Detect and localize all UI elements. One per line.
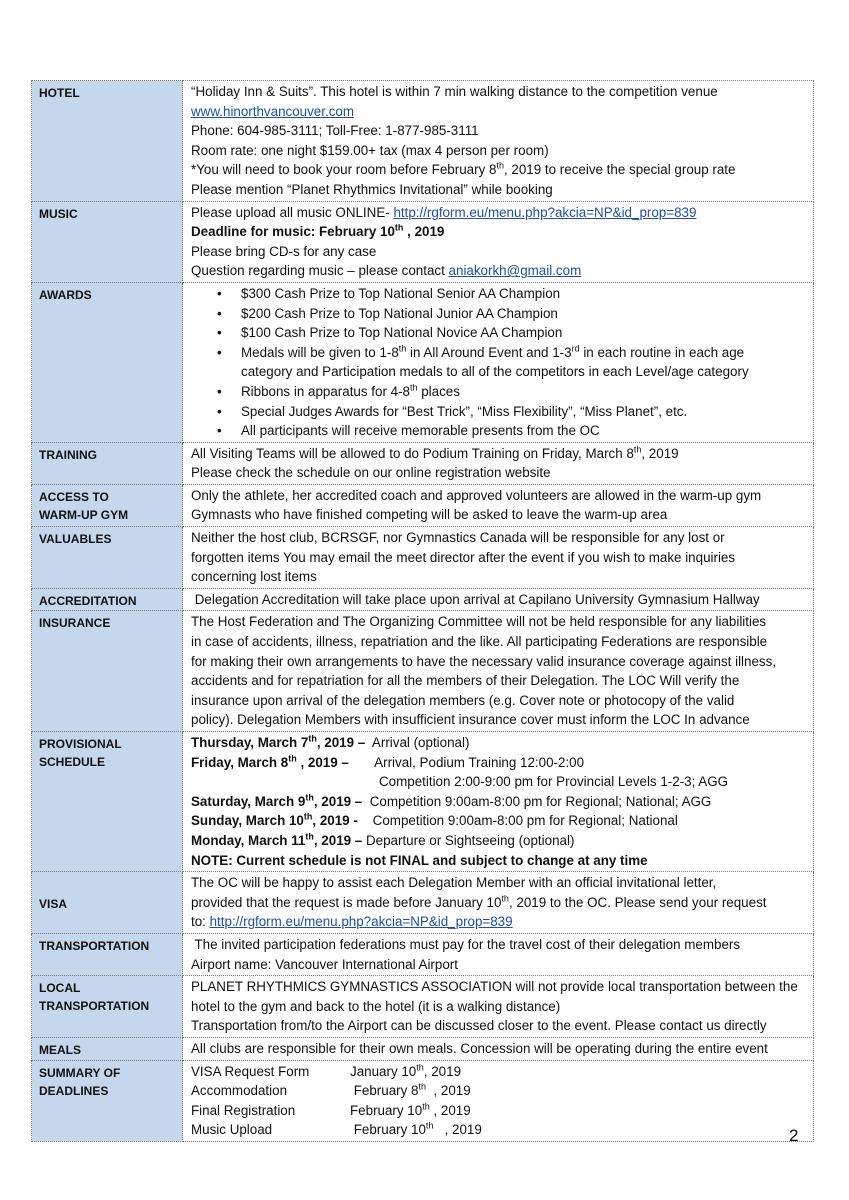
text: Music Upload xyxy=(191,1122,273,1138)
content-local-transportation xyxy=(183,976,814,1038)
schedule-day-2-competition: Competition 2:00-9:00 pm for Provincial Levels 1-2-3; AGG xyxy=(379,774,729,790)
text: provided that the request is made before January 10 xyxy=(191,894,502,910)
list-item xyxy=(191,402,810,422)
content-accreditation xyxy=(183,588,814,611)
text: • $300 Cash Prize to Top National Senior AA Champion xyxy=(241,285,561,301)
sup: th xyxy=(501,893,509,904)
text: Medals will be given to 1-8 xyxy=(241,344,399,360)
content-music xyxy=(183,201,814,282)
text: • Special Judges Awards for “Best Trick”, “Miss Flexibility”, “Miss Planet”, etc. xyxy=(241,403,688,419)
text: Please upload all music ONLINE- xyxy=(191,204,394,220)
list-item xyxy=(191,343,810,382)
text: February 10 xyxy=(350,1122,426,1138)
text: SUMMARY OF xyxy=(39,1065,121,1080)
text: places xyxy=(417,383,460,399)
content-training xyxy=(183,442,814,484)
text: , 2019 xyxy=(423,1063,462,1079)
training-schedule-line: Please check the schedule on our online registration website xyxy=(191,465,551,481)
content-hotel xyxy=(183,81,814,202)
text: in All Around Event and 1-3 xyxy=(406,344,572,360)
text: Friday, March 8 xyxy=(191,754,289,770)
text xyxy=(241,382,810,402)
label-visa: VISA xyxy=(32,872,183,934)
information-table xyxy=(31,80,814,1142)
content-valuables xyxy=(183,527,814,589)
text: , 2019 to the OC. Please send your request xyxy=(508,894,767,910)
text: Gymnasts who have finished competing will be asked to leave the warm-up area xyxy=(191,507,668,523)
text: , 2019 – xyxy=(296,754,349,770)
list-item xyxy=(191,323,810,343)
text: , 2019 xyxy=(403,224,445,240)
page-number: 2 xyxy=(789,1126,799,1145)
label-insurance: INSURANCE xyxy=(32,611,183,732)
text: , 2019 xyxy=(641,445,679,461)
text: Sunday, March 10 xyxy=(191,813,304,829)
text: concerning lost items xyxy=(191,569,317,585)
row-local-transportation xyxy=(32,976,814,1038)
label-access-warmup xyxy=(32,484,183,526)
text: hotel to the gym and back to the hotel (it is a walking distance) xyxy=(191,998,561,1014)
text: , 2019 xyxy=(433,1122,482,1138)
visa-request-line xyxy=(191,893,810,913)
row-visa xyxy=(32,872,814,934)
text: Thursday, March 7 xyxy=(191,735,309,750)
text: in case of accidents, illness, repatriation and the like. All participating Federations are responsible xyxy=(191,634,768,650)
hotel-rate-line: Room rate: one night $159.00+ tax (max 4 person per room) xyxy=(191,142,549,158)
text: PLANET RHYTHMICS GYMNASTICS ASSOCIATION will not provide local transportation between the xyxy=(191,979,798,995)
text: NOTE: Current schedule is not FINAL and subject to change at any time xyxy=(191,852,648,868)
text: for making their own arrangements to have the necessary valid insurance coverage against illness, xyxy=(191,653,777,669)
schedule-day-4 xyxy=(191,811,810,831)
hotel-mention-line: Please mention “Planet Rhythmics Invitational” while booking xyxy=(191,181,553,197)
text: VISA Request Form xyxy=(191,1063,310,1079)
text: PROVISIONAL xyxy=(39,737,122,751)
label-music: MUSIC xyxy=(32,201,183,282)
text: Ribbons in apparatus for 4-8 xyxy=(241,383,410,399)
text: insurance upon arrival of the delegation members (e.g. Cover note or photocopy of the valid xyxy=(191,692,735,708)
label-training: TRAINING xyxy=(32,442,183,484)
text: Delegation Accreditation will take place upon arrival at Capilano University Gymnasium Hallway xyxy=(191,591,760,607)
music-upload-link[interactable]: http://rgform.eu/menu.php?akcia=NP&id_prop=839 xyxy=(393,204,697,220)
text: DEADLINES xyxy=(39,1083,109,1098)
label-deadlines xyxy=(32,1060,183,1141)
label-transportation: TRANSPORTATION xyxy=(32,933,183,975)
content-meals xyxy=(183,1037,814,1060)
sup: th xyxy=(416,1062,424,1073)
music-contact-email-link[interactable]: aniakorkh@gmail.com xyxy=(448,263,582,279)
text: All clubs are responsible for their own meals. Concession will be operating during the entire event xyxy=(191,1040,768,1056)
schedule-day-5 xyxy=(191,831,810,851)
deadline-item xyxy=(191,1101,810,1121)
sup: th xyxy=(418,1081,426,1092)
deadline-item xyxy=(191,1120,810,1140)
text: Only the athlete, her accredited coach and approved volunteers are allowed in the warm-up gym xyxy=(191,487,762,503)
label-valuables: VALUABLES xyxy=(32,527,183,589)
text: February 8 xyxy=(350,1083,419,1099)
text: forgotten items You may email the meet director after the event if you wish to make inquiries xyxy=(191,549,736,565)
awards-list xyxy=(191,284,810,441)
row-deadlines xyxy=(32,1060,814,1141)
sup: th xyxy=(288,753,297,764)
text: Saturday, March 9 xyxy=(191,793,306,809)
text: SCHEDULE xyxy=(39,755,106,769)
row-meals xyxy=(32,1037,814,1060)
row-accreditation xyxy=(32,588,814,611)
content-awards xyxy=(183,282,814,442)
music-deadline-line xyxy=(191,222,810,242)
row-access-warmup xyxy=(32,484,814,526)
list-item xyxy=(191,382,810,402)
sup: th xyxy=(422,1101,430,1112)
text: Deadline for music: February 10 xyxy=(191,224,395,240)
text: Airport name: Vancouver International Airport xyxy=(191,956,458,972)
label-awards: AWARDS xyxy=(32,282,183,442)
sup: th xyxy=(496,160,504,171)
text: *You will need to book your room before February 8 xyxy=(191,162,497,178)
row-music xyxy=(32,201,814,282)
text: All Visiting Teams will be allowed to do Podium Training on Friday, March 8 xyxy=(191,445,634,461)
text: • $200 Cash Prize to Top National Junior AA Champion xyxy=(241,305,558,321)
text: , 2019 – xyxy=(316,735,366,750)
list-item xyxy=(191,421,810,441)
sup: th xyxy=(308,733,317,744)
text: Final Registration xyxy=(191,1102,296,1118)
text: TRANSPORTATION xyxy=(39,999,150,1014)
row-hotel xyxy=(32,81,814,202)
text: WARM-UP GYM xyxy=(39,507,129,522)
text: Departure or Sightseeing (optional) xyxy=(362,832,575,848)
label-local-transportation xyxy=(32,976,183,1038)
row-transportation xyxy=(32,933,814,975)
schedule-note xyxy=(191,851,810,871)
text: , 2019 xyxy=(429,1102,471,1118)
text: , 2019 - xyxy=(312,813,358,829)
label-meals: MEALS xyxy=(32,1037,183,1060)
sup: th xyxy=(409,382,418,393)
hotel-booking-line xyxy=(191,160,810,180)
visa-request-link[interactable]: http://rgform.eu/menu.php?akcia=NP&id_prop=839 xyxy=(209,914,513,930)
row-training xyxy=(32,442,814,484)
text: The invited participation federations must pay for the travel cost of their delegation members xyxy=(191,936,741,952)
text: , 2019 xyxy=(426,1083,471,1099)
sup: th xyxy=(305,792,314,803)
text: Arrival (optional) xyxy=(365,735,470,750)
content-deadlines xyxy=(183,1060,814,1141)
sup: th xyxy=(303,811,313,822)
sup: th xyxy=(398,343,407,354)
text: The Host Federation and The Organizing Committee will not be held responsible for any liabilities xyxy=(191,614,767,630)
text xyxy=(241,343,810,363)
sup: th xyxy=(305,831,314,842)
content-access-warmup xyxy=(183,484,814,526)
deadline-item xyxy=(191,1081,810,1101)
text: January 10 xyxy=(350,1063,417,1079)
text: to: xyxy=(191,914,210,930)
hotel-name-line: “Holiday Inn & Suits”. This hotel is within 7 min walking distance to the competition venue xyxy=(191,84,718,99)
text: Monday, March 11 xyxy=(191,832,306,848)
text: LOCAL xyxy=(39,981,81,996)
text: • $100 Cash Prize to Top National Novice AA Champion xyxy=(241,325,563,341)
text: Competition 9:00am-8:00 pm for Regional; National; AGG xyxy=(362,793,712,809)
sup: th xyxy=(633,444,642,455)
text: , 2019 – xyxy=(313,793,363,809)
text: policy). Delegation Members with insufficient insurance cover must inform the LOC In advance xyxy=(191,712,750,728)
schedule-day-1 xyxy=(191,733,810,753)
text: February 10 xyxy=(350,1102,423,1118)
content-visa xyxy=(183,872,814,934)
list-item xyxy=(191,304,810,324)
text: ACCESS TO xyxy=(39,489,109,504)
text: Arrival, Podium Training 12:00-2:00 xyxy=(348,754,585,770)
music-upload-line xyxy=(191,203,810,223)
schedule-day-3 xyxy=(191,792,810,812)
text: Competition 9:00am-8:00 pm for Regional; National xyxy=(357,813,678,829)
label-hotel: HOTEL xyxy=(32,81,183,202)
text: category and Participation medals to all of the competitors in each Level/age category xyxy=(241,364,749,380)
music-contact-line xyxy=(191,261,810,281)
text: Neither the host club, BCRSGF, nor Gymnastics Canada will be responsible for any lost or xyxy=(191,530,725,546)
row-awards xyxy=(32,282,814,442)
sup: th xyxy=(394,222,404,233)
text: • All participants will receive memorable presents from the OC xyxy=(241,423,600,439)
label-accreditation: ACCREDITATION xyxy=(32,588,183,611)
schedule-day-2 xyxy=(191,753,810,773)
text: accidents and for repatriation for all the members of their Delegation. The LOC Will verify the xyxy=(191,673,740,689)
text: , 2019 to receive the special group rate xyxy=(503,162,736,178)
content-transportation xyxy=(183,933,814,975)
training-line xyxy=(191,444,810,464)
row-insurance xyxy=(32,611,814,732)
hotel-website-link[interactable]: www.hinorthvancouver.com xyxy=(191,103,354,119)
content-insurance xyxy=(183,611,814,732)
sup: th xyxy=(425,1120,434,1131)
deadline-item xyxy=(191,1062,810,1082)
content-schedule xyxy=(183,732,814,872)
list-item xyxy=(191,284,810,304)
text: , 2019 – xyxy=(313,832,363,848)
music-cd-line: Please bring CD-s for any case xyxy=(191,243,377,259)
row-valuables xyxy=(32,527,814,589)
text: in each routine in each age xyxy=(579,344,745,360)
row-schedule xyxy=(32,732,814,872)
text: The OC will be happy to assist each Delegation Member with an official invitational letter, xyxy=(191,875,717,891)
text: Transportation from/to the Airport can be discussed closer to the event. Please contact us directly xyxy=(191,1018,767,1034)
sup: rd xyxy=(571,343,580,354)
visa-link-line xyxy=(191,912,810,932)
text: Question regarding music – please contact xyxy=(191,263,449,279)
text: Accommodation xyxy=(191,1083,288,1099)
hotel-phone-line: Phone: 604-985-3111; Toll-Free: 1-877-985-3111 xyxy=(191,123,479,139)
label-schedule xyxy=(32,732,183,872)
